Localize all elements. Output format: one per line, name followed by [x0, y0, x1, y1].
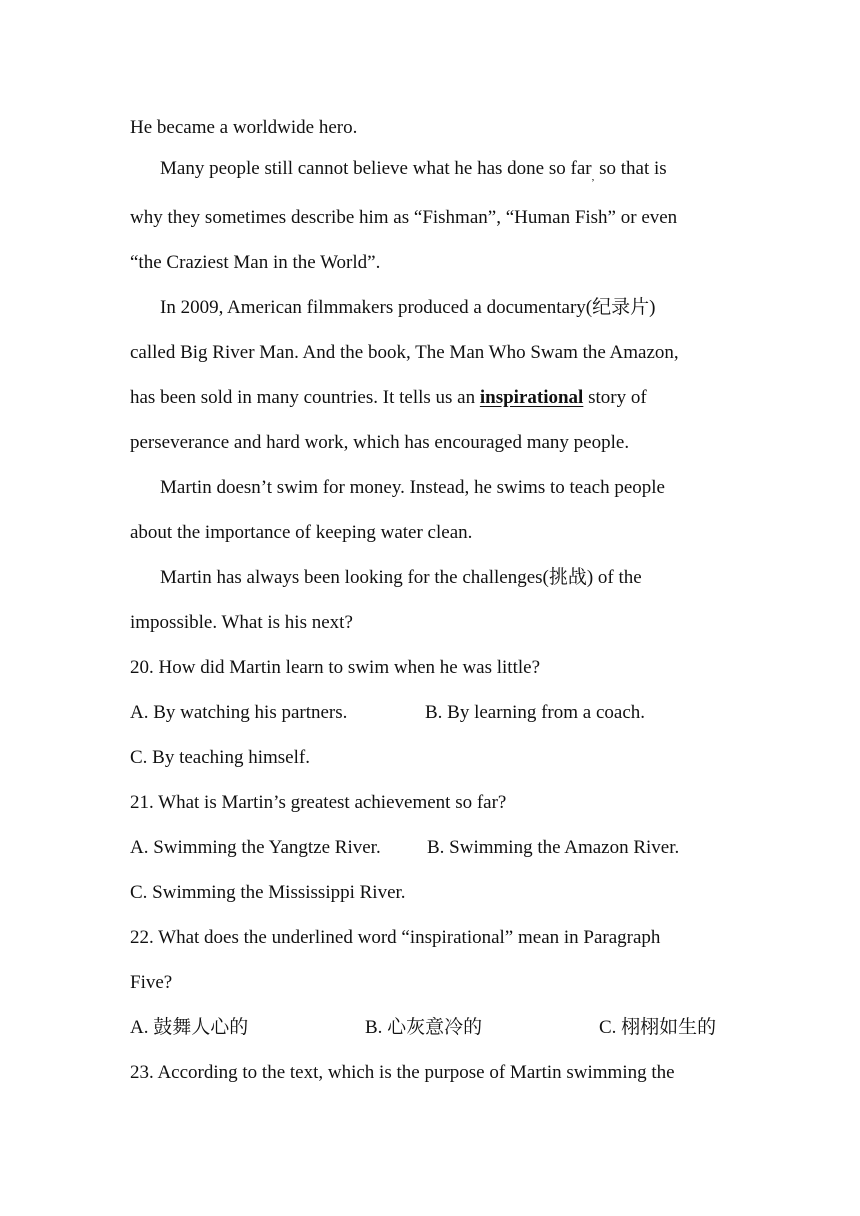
- question-20-stem: 20. How did Martin learn to swim when he was little?: [130, 657, 541, 678]
- passage-text: has been sold in many countries. It tells us an: [130, 387, 480, 408]
- passage-line: Martin has always been looking for the challenges(挑战) of the: [160, 567, 642, 588]
- question-21-option-a: A. Swimming the Yangtze River.: [130, 837, 381, 858]
- question-23-stem: 23. According to the text, which is the purpose of Martin swimming the: [130, 1062, 675, 1083]
- question-20-option-c: C. By teaching himself.: [130, 747, 310, 768]
- passage-line: [160, 157, 667, 189]
- underlined-word: inspirational: [479, 387, 584, 408]
- question-22-stem: 22. What does the underlined word “inspirational” mean in Paragraph: [130, 927, 661, 948]
- question-21-option-c: C. Swimming the Mississippi River.: [130, 882, 406, 903]
- stray-comma: ,: [591, 171, 595, 183]
- passage-line: about the importance of keeping water clean.: [130, 522, 473, 543]
- passage-text: so that is: [594, 158, 667, 179]
- question-22-option-a: A. 鼓舞人心的: [130, 1017, 249, 1038]
- passage-line: He became a worldwide hero.: [130, 117, 358, 138]
- passage-text: story of: [583, 387, 647, 408]
- question-21-stem: 21. What is Martin’s greatest achievement so far?: [130, 792, 507, 813]
- question-20-option-a: A. By watching his partners.: [130, 702, 348, 723]
- question-22-option-b: B. 心灰意冷的: [365, 1017, 483, 1038]
- question-22-stem-cont: Five?: [130, 972, 173, 993]
- passage-line: why they sometimes describe him as “Fishman”, “Human Fish” or even: [130, 207, 678, 228]
- passage-line: perseverance and hard work, which has encouraged many people.: [130, 432, 630, 453]
- question-20-option-b: B. By learning from a coach.: [425, 702, 646, 723]
- passage-line: Martin doesn’t swim for money. Instead, he swims to teach people: [160, 477, 665, 498]
- passage-text: Many people still cannot believe what he has done so far: [160, 158, 592, 179]
- passage-line: “the Craziest Man in the World”.: [130, 252, 381, 273]
- passage-line: In 2009, American filmmakers produced a documentary(纪录片): [160, 297, 656, 318]
- passage-line: called Big River Man. And the book, The Man Who Swam the Amazon,: [130, 342, 679, 363]
- passage-line: [130, 386, 647, 410]
- passage-line: impossible. What is his next?: [130, 612, 353, 633]
- question-22-option-c: C. 栩栩如生的: [599, 1017, 717, 1038]
- question-21-option-b: B. Swimming the Amazon River.: [427, 837, 680, 858]
